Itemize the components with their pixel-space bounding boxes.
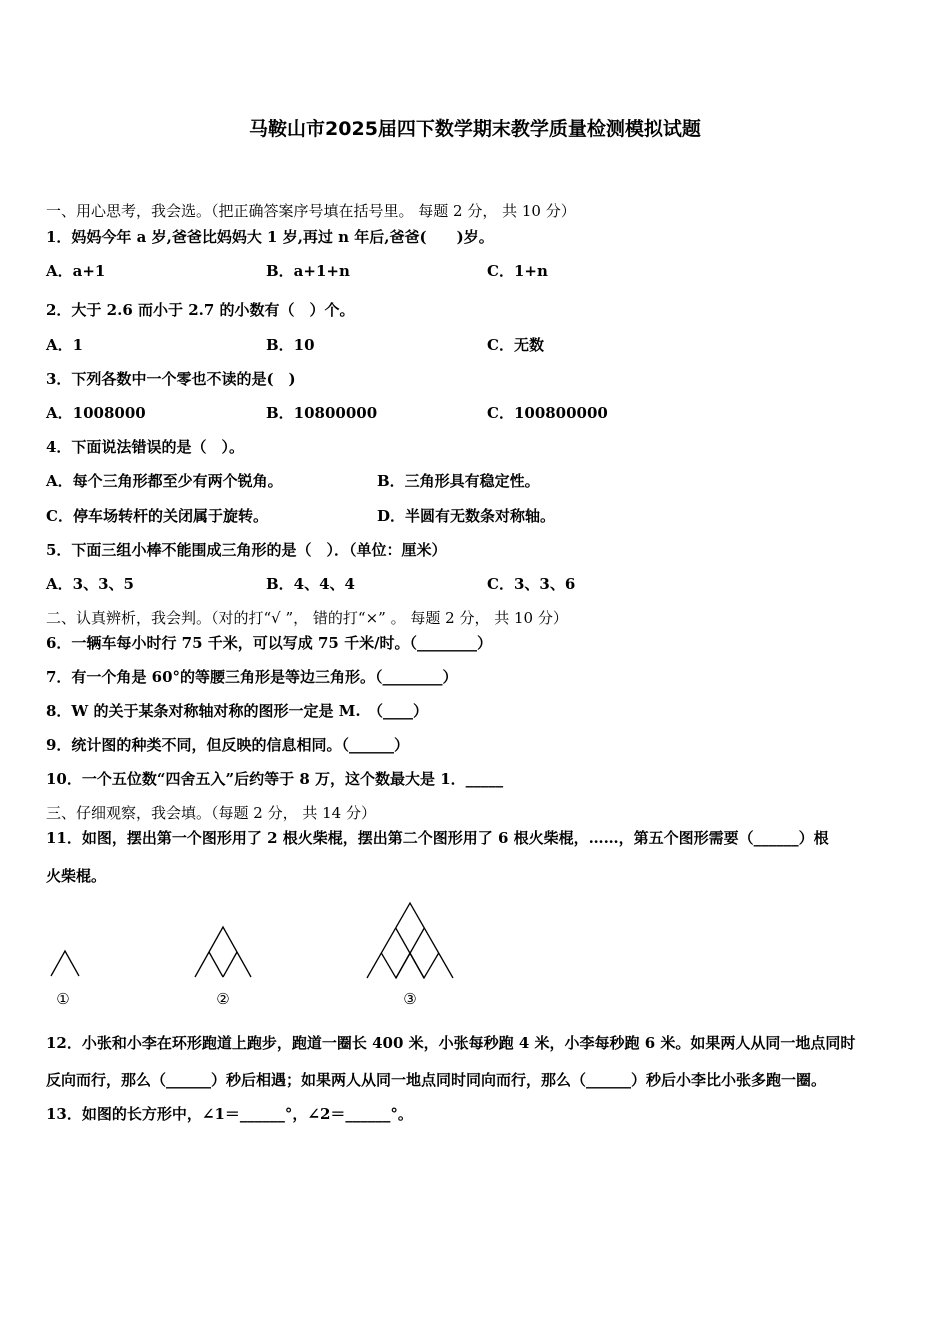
question-1-option-c: C．1+n (487, 262, 548, 280)
question-4-option-a: A．每个三角形都至少有两个锐角。 (46, 472, 283, 490)
question-2-option-c: C．无数 (487, 336, 544, 354)
question-4-option-d: D．半圆有无数条对称轴。 (377, 507, 556, 525)
question-2-option-a: A．1 (46, 336, 84, 354)
question-2-option-b: B．10 (266, 336, 315, 354)
question-4-option-b: B．三角形具有稳定性。 (377, 472, 540, 490)
question-3-stem: 3．下列各数中一个零也不读的是( ) (46, 370, 296, 388)
figure-2-label: ② (216, 990, 230, 1008)
figure-1-label: ① (56, 990, 70, 1008)
question-9: 9．统计图的种类不同，但反映的信息相同。（______） (46, 736, 409, 754)
question-1-option-a: A．a+1 (46, 262, 106, 280)
question-1-option-b: B．a+1+n (266, 262, 350, 280)
page-title: 马鞍山市2025届四下数学期末教学质量检测模拟试题 (249, 118, 701, 140)
question-4-stem: 4．下面说法错误的是（ ）。 (46, 438, 244, 456)
figure-2-matchsticks (195, 927, 251, 977)
question-3-option-a: A．1008000 (46, 404, 146, 422)
question-12-line-1: 12．小张和小李在环形跑道上跑步，跑道一圈长 400 米，小张每秒跑 4 米，小李每秒跑 6 米。如果两人从同一地点同时 (46, 1034, 856, 1052)
question-12-line-2: 反向而行，那么（______）秒后相遇；如果两人从同一地点同时同向而行，那么（______）秒后小李比小张多跑一圈。 (46, 1071, 827, 1089)
question-5-option-b: B．4、4、4 (266, 575, 355, 593)
question-1-stem: 1．妈妈今年 a 岁,爸爸比妈妈大 1 岁,再过 n 年后,爸爸( )岁。 (46, 228, 494, 246)
figure-3-matchsticks (367, 903, 453, 978)
question-5-option-a: A．3、3、5 (46, 575, 134, 593)
question-7: 7．有一个角是 60°的等腰三角形是等边三角形。（________） (46, 668, 458, 686)
figure-3-label: ③ (403, 990, 417, 1008)
question-2-stem: 2．大于 2.6 而小于 2.7 的小数有（ ）个。 (46, 301, 355, 319)
question-11-line-2: 火柴棍。 (46, 867, 107, 885)
question-3-option-b: B．10800000 (266, 404, 378, 422)
question-5-option-c: C．3、3、6 (487, 575, 576, 593)
question-3-option-c: C．100800000 (487, 404, 608, 422)
figure-1-matchsticks (51, 951, 79, 976)
question-11-line-1: 11．如图，摆出第一个图形用了 2 根火柴棍，摆出第二个图形用了 6 根火柴棍，……，第五个图形需要（______）根 (46, 829, 829, 847)
question-13: 13．如图的长方形中，∠1＝______°，∠2＝______°。 (46, 1105, 413, 1123)
section-1-heading: 一、用心思考，我会选。（把正确答案序号填在括号里。 每题 2 分， 共 10 分） (46, 202, 576, 220)
section-2-heading: 二、认真辨析，我会判。（对的打“√ ”， 错的打“×” 。 每题 2 分， 共 10 分） (46, 609, 568, 627)
question-6: 6．一辆车每小时行 75 千米，可以写成 75 千米/时。（________） (46, 634, 493, 652)
question-4-option-c: C．停车场转杆的关闭属于旋转。 (46, 507, 268, 525)
question-5-stem: 5．下面三组小棒不能围成三角形的是（ ）．（单位：厘米） (46, 541, 447, 559)
section-3-heading: 三、仔细观察，我会填。（每题 2 分， 共 14 分） (46, 804, 376, 822)
question-8: 8．W 的关于某条对称轴对称的图形一定是 M. （____） (46, 702, 429, 720)
question-10: 10．一个五位数“四舍五入”后约等于 8 万，这个数最大是 1．_____ (46, 770, 504, 788)
